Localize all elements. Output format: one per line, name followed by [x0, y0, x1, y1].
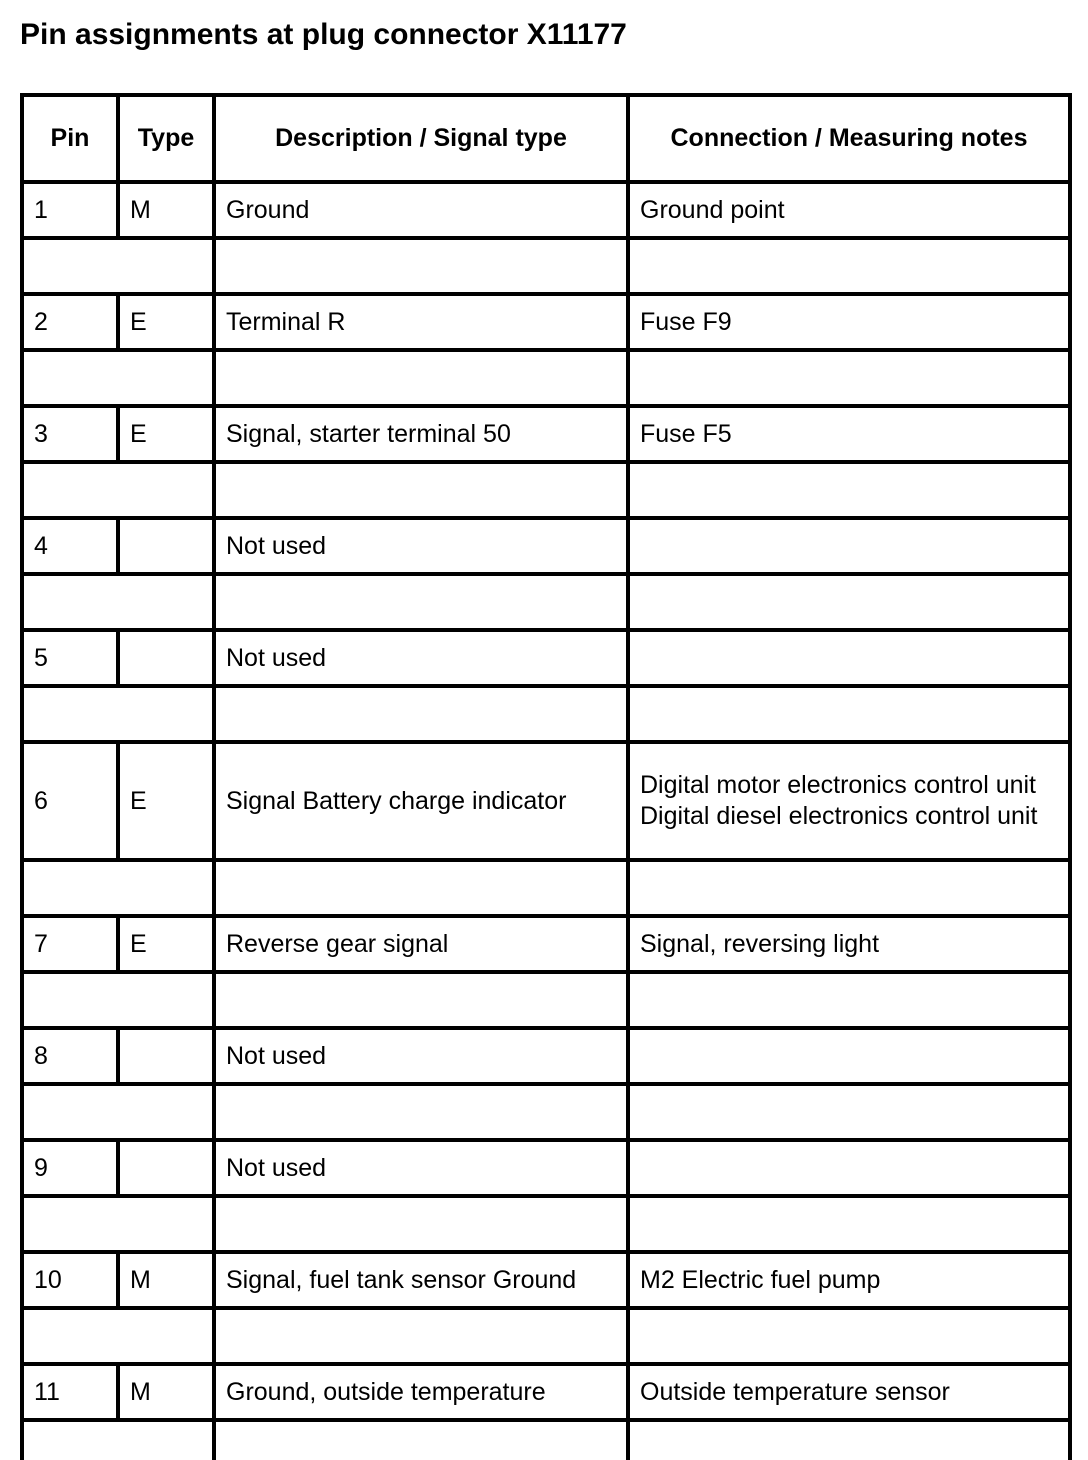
spacer-cell: [22, 1420, 214, 1460]
spacer-cell: [214, 686, 628, 742]
table-row: [22, 1252, 1070, 1308]
connection-cell: [628, 1028, 1070, 1084]
spacer-cell: [22, 238, 214, 294]
table-row: [22, 1028, 1070, 1084]
spacer-row: [22, 972, 1070, 1028]
pin-assignment-table: [20, 93, 1072, 1460]
spacer-row: [22, 238, 1070, 294]
type-cell: M: [118, 182, 214, 238]
description-cell: Signal, starter terminal 50: [214, 406, 628, 462]
page-title: Pin assignments at plug connector X11177: [20, 18, 627, 51]
spacer-cell: [22, 1084, 214, 1140]
connection-cell: Fuse F5: [628, 406, 1070, 462]
type-cell: [118, 630, 214, 686]
pin-cell: 11: [22, 1364, 118, 1420]
pin-cell: 9: [22, 1140, 118, 1196]
connection-cell: Outside temperature sensor: [628, 1364, 1070, 1420]
spacer-cell: [214, 860, 628, 916]
spacer-cell: [22, 574, 214, 630]
description-cell: Reverse gear signal: [214, 916, 628, 972]
table-row: [22, 182, 1070, 238]
spacer-cell: [214, 1084, 628, 1140]
spacer-cell: [628, 1196, 1070, 1252]
type-cell: E: [118, 294, 214, 350]
spacer-cell: [214, 350, 628, 406]
pin-cell: 1: [22, 182, 118, 238]
type-cell: E: [118, 916, 214, 972]
spacer-row: [22, 350, 1070, 406]
spacer-cell: [628, 1084, 1070, 1140]
spacer-cell: [22, 972, 214, 1028]
spacer-row: [22, 1420, 1070, 1460]
spacer-cell: [628, 860, 1070, 916]
type-cell: M: [118, 1364, 214, 1420]
header-connection: Connection / Measuring notes: [628, 95, 1070, 182]
pin-cell: 2: [22, 294, 118, 350]
table-row: [22, 1364, 1070, 1420]
spacer-cell: [628, 350, 1070, 406]
spacer-row: [22, 686, 1070, 742]
type-cell: [118, 1028, 214, 1084]
header-type: Type: [118, 95, 214, 182]
spacer-cell: [214, 1308, 628, 1364]
table-header-row: [22, 95, 1070, 182]
spacer-cell: [214, 574, 628, 630]
spacer-row: [22, 574, 1070, 630]
description-cell: Signal, fuel tank sensor Ground: [214, 1252, 628, 1308]
connection-cell: Signal, reversing light: [628, 916, 1070, 972]
table-row: [22, 916, 1070, 972]
spacer-cell: [214, 462, 628, 518]
spacer-row: [22, 462, 1070, 518]
connection-cell: Fuse F9: [628, 294, 1070, 350]
description-cell: Signal Battery charge indicator: [214, 742, 628, 860]
description-cell: Terminal R: [214, 294, 628, 350]
spacer-cell: [214, 1196, 628, 1252]
description-cell: Not used: [214, 1028, 628, 1084]
header-description: Description / Signal type: [214, 95, 628, 182]
connection-cell: Ground point: [628, 182, 1070, 238]
spacer-cell: [22, 1196, 214, 1252]
type-cell: E: [118, 742, 214, 860]
header-pin: Pin: [22, 95, 118, 182]
spacer-cell: [628, 1308, 1070, 1364]
pin-cell: 3: [22, 406, 118, 462]
pin-cell: 7: [22, 916, 118, 972]
description-cell: Ground, outside temperature: [214, 1364, 628, 1420]
description-cell: Not used: [214, 518, 628, 574]
type-cell: [118, 518, 214, 574]
spacer-cell: [628, 1420, 1070, 1460]
connection-cell: M2 Electric fuel pump: [628, 1252, 1070, 1308]
spacer-cell: [22, 350, 214, 406]
spacer-cell: [214, 238, 628, 294]
connection-cell: Digital motor electronics control unit Digital diesel electronics control unit: [628, 742, 1070, 860]
connection-cell: [628, 1140, 1070, 1196]
spacer-cell: [628, 972, 1070, 1028]
spacer-cell: [628, 238, 1070, 294]
spacer-cell: [22, 1308, 214, 1364]
spacer-row: [22, 1308, 1070, 1364]
type-cell: [118, 1140, 214, 1196]
spacer-row: [22, 1196, 1070, 1252]
table-row: [22, 518, 1070, 574]
spacer-cell: [214, 1420, 628, 1460]
spacer-row: [22, 860, 1070, 916]
table-row: [22, 1140, 1070, 1196]
spacer-cell: [628, 462, 1070, 518]
table-row: [22, 406, 1070, 462]
spacer-cell: [22, 462, 214, 518]
type-cell: E: [118, 406, 214, 462]
connection-cell: [628, 518, 1070, 574]
spacer-cell: [22, 860, 214, 916]
pin-cell: 4: [22, 518, 118, 574]
table-row: [22, 742, 1070, 860]
pin-cell: 5: [22, 630, 118, 686]
type-cell: M: [118, 1252, 214, 1308]
description-cell: Not used: [214, 1140, 628, 1196]
spacer-row: [22, 1084, 1070, 1140]
table-row: [22, 630, 1070, 686]
spacer-cell: [214, 972, 628, 1028]
table-row: [22, 294, 1070, 350]
pin-cell: 8: [22, 1028, 118, 1084]
spacer-cell: [628, 574, 1070, 630]
pin-cell: 6: [22, 742, 118, 860]
spacer-cell: [22, 686, 214, 742]
description-cell: Not used: [214, 630, 628, 686]
connection-cell: [628, 630, 1070, 686]
description-cell: Ground: [214, 182, 628, 238]
spacer-cell: [628, 686, 1070, 742]
pin-cell: 10: [22, 1252, 118, 1308]
